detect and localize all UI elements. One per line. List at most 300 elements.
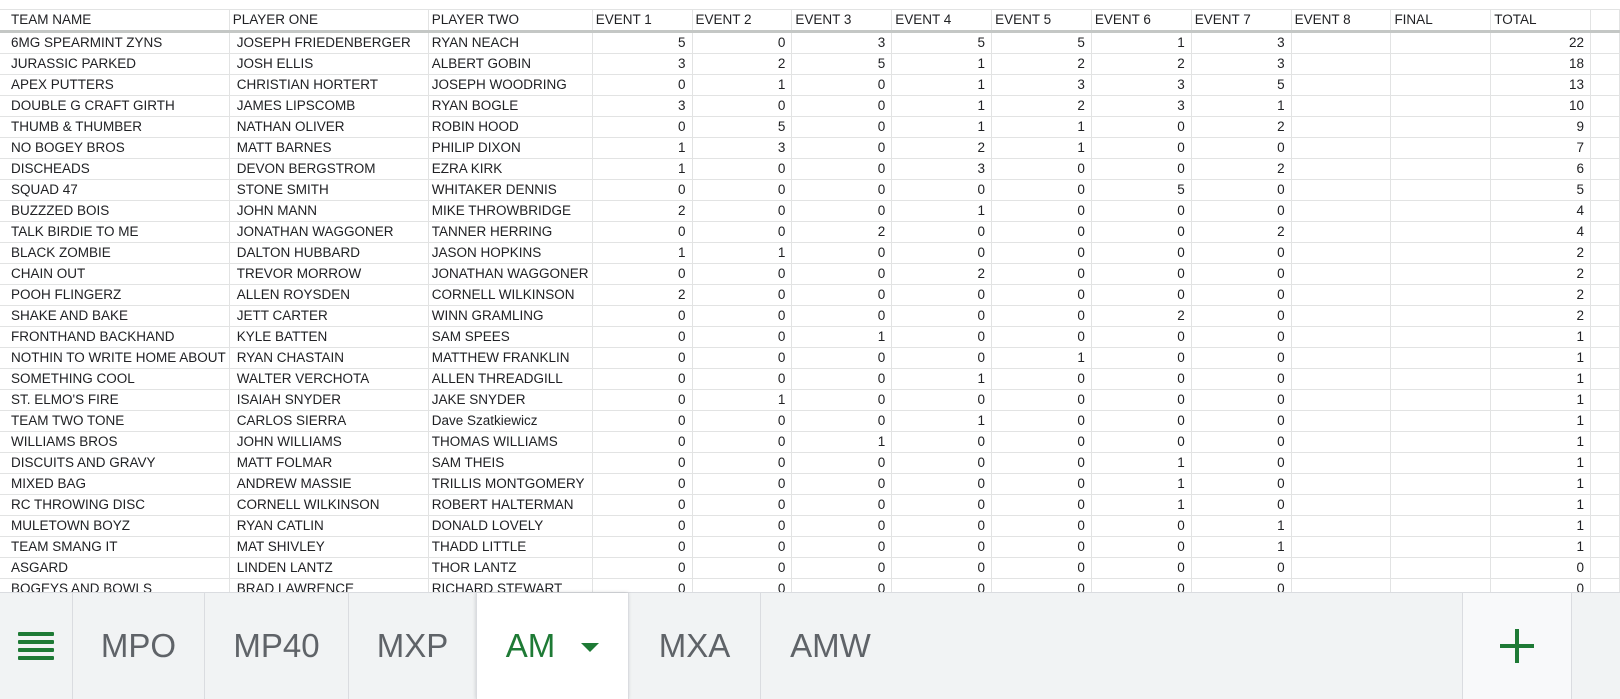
table-cell[interactable]: 4 bbox=[1491, 222, 1591, 243]
table-cell[interactable]: JONATHAN WAGGONER bbox=[428, 264, 592, 285]
table-cell[interactable]: JETT CARTER bbox=[229, 306, 428, 327]
table-cell[interactable]: 0 bbox=[992, 495, 1092, 516]
table-cell[interactable]: 0 bbox=[1091, 516, 1191, 537]
table-cell[interactable] bbox=[1590, 411, 1619, 432]
table-cell[interactable]: ALLEN THREADGILL bbox=[428, 369, 592, 390]
table-cell[interactable] bbox=[1391, 285, 1491, 306]
table-cell[interactable]: 1 bbox=[592, 243, 692, 264]
table-cell[interactable]: 0 bbox=[592, 117, 692, 138]
table-cell[interactable]: 2 bbox=[1491, 243, 1591, 264]
column-header-event-8[interactable]: EVENT 8 bbox=[1291, 9, 1391, 32]
table-cell[interactable]: 0 bbox=[792, 369, 892, 390]
table-cell[interactable]: 0 bbox=[692, 180, 792, 201]
table-cell[interactable]: DOUBLE G CRAFT GIRTH bbox=[0, 96, 229, 117]
table-cell[interactable]: 0 bbox=[792, 201, 892, 222]
column-header-player-two[interactable]: PLAYER TWO bbox=[428, 9, 592, 32]
table-cell[interactable] bbox=[1590, 180, 1619, 201]
table-cell[interactable]: 1 bbox=[1491, 495, 1591, 516]
table-cell[interactable] bbox=[1391, 222, 1491, 243]
table-cell[interactable]: SAM THEIS bbox=[428, 453, 592, 474]
table-cell[interactable]: 0 bbox=[1191, 348, 1291, 369]
table-cell[interactable]: TANNER HERRING bbox=[428, 222, 592, 243]
table-cell[interactable]: 1 bbox=[892, 96, 992, 117]
table-cell[interactable]: ST. ELMO'S FIRE bbox=[0, 390, 229, 411]
column-header-total[interactable]: TOTAL bbox=[1491, 9, 1591, 32]
table-cell[interactable] bbox=[1590, 75, 1619, 96]
table-cell[interactable]: 0 bbox=[992, 285, 1092, 306]
table-cell[interactable]: 0 bbox=[1091, 432, 1191, 453]
table-cell[interactable]: 0 bbox=[1091, 537, 1191, 558]
table-cell[interactable] bbox=[1291, 285, 1391, 306]
table-cell[interactable]: MAT SHIVLEY bbox=[229, 537, 428, 558]
column-header-event-2[interactable]: EVENT 2 bbox=[692, 9, 792, 32]
table-cell[interactable] bbox=[1291, 75, 1391, 96]
table-cell[interactable]: JAKE SNYDER bbox=[428, 390, 592, 411]
table-cell[interactable]: MIKE THROWBRIDGE bbox=[428, 201, 592, 222]
table-cell[interactable]: 2 bbox=[1491, 285, 1591, 306]
table-cell[interactable] bbox=[1291, 96, 1391, 117]
table-cell[interactable]: 1 bbox=[892, 411, 992, 432]
table-cell[interactable]: 0 bbox=[1191, 138, 1291, 159]
table-cell[interactable] bbox=[1590, 32, 1619, 54]
table-cell[interactable]: 0 bbox=[892, 306, 992, 327]
table-cell[interactable] bbox=[1291, 474, 1391, 495]
table-cell[interactable]: 0 bbox=[592, 537, 692, 558]
table-cell[interactable]: 0 bbox=[592, 390, 692, 411]
table-cell[interactable]: 2 bbox=[892, 264, 992, 285]
table-cell[interactable]: CHAIN OUT bbox=[0, 264, 229, 285]
table-cell[interactable]: 0 bbox=[892, 390, 992, 411]
table-cell[interactable]: 1 bbox=[1491, 537, 1591, 558]
table-cell[interactable] bbox=[1291, 411, 1391, 432]
column-header-empty[interactable] bbox=[1590, 9, 1619, 32]
table-cell[interactable]: MATT BARNES bbox=[229, 138, 428, 159]
column-header-event-5[interactable]: EVENT 5 bbox=[992, 9, 1092, 32]
table-cell[interactable]: 3 bbox=[1091, 96, 1191, 117]
table-cell[interactable]: WILLIAMS BROS bbox=[0, 432, 229, 453]
table-cell[interactable]: 0 bbox=[1191, 390, 1291, 411]
table-cell[interactable]: DONALD LOVELY bbox=[428, 516, 592, 537]
table-cell[interactable]: 0 bbox=[992, 243, 1092, 264]
table-cell[interactable]: 22 bbox=[1491, 32, 1591, 54]
table-cell[interactable]: 0 bbox=[592, 453, 692, 474]
table-cell[interactable]: 0 bbox=[592, 180, 692, 201]
table-cell[interactable] bbox=[1590, 306, 1619, 327]
table-cell[interactable]: TRILLIS MONTGOMERY bbox=[428, 474, 592, 495]
table-cell[interactable]: 1 bbox=[1491, 348, 1591, 369]
table-cell[interactable] bbox=[1391, 453, 1491, 474]
table-cell[interactable]: 0 bbox=[1091, 348, 1191, 369]
table-cell[interactable] bbox=[1291, 495, 1391, 516]
table-cell[interactable]: EZRA KIRK bbox=[428, 159, 592, 180]
table-cell[interactable] bbox=[1391, 537, 1491, 558]
table-cell[interactable]: POOH FLINGERZ bbox=[0, 285, 229, 306]
table-cell[interactable]: THUMB & THUMBER bbox=[0, 117, 229, 138]
table-cell[interactable]: 1 bbox=[892, 54, 992, 75]
table-cell[interactable]: 0 bbox=[792, 390, 892, 411]
table-cell[interactable]: APEX PUTTERS bbox=[0, 75, 229, 96]
table-cell[interactable]: BOGEYS AND BOWLS bbox=[0, 579, 229, 593]
table-cell[interactable]: 1 bbox=[892, 369, 992, 390]
table-cell[interactable]: 0 bbox=[992, 201, 1092, 222]
table-cell[interactable]: 9 bbox=[1491, 117, 1591, 138]
table-cell[interactable] bbox=[1391, 117, 1491, 138]
table-cell[interactable]: 0 bbox=[792, 411, 892, 432]
table-cell[interactable]: 0 bbox=[692, 96, 792, 117]
table-cell[interactable]: LINDEN LANTZ bbox=[229, 558, 428, 579]
table-cell[interactable]: 2 bbox=[1491, 306, 1591, 327]
table-cell[interactable]: 0 bbox=[792, 285, 892, 306]
table-cell[interactable]: 1 bbox=[892, 117, 992, 138]
column-header-event-4[interactable]: EVENT 4 bbox=[892, 9, 992, 32]
table-cell[interactable]: 0 bbox=[1091, 243, 1191, 264]
table-cell[interactable] bbox=[1291, 306, 1391, 327]
table-cell[interactable]: 3 bbox=[592, 96, 692, 117]
table-cell[interactable]: 1 bbox=[1491, 516, 1591, 537]
table-cell[interactable]: 0 bbox=[1091, 327, 1191, 348]
table-cell[interactable]: 0 bbox=[792, 159, 892, 180]
tab-mxp[interactable] bbox=[348, 593, 476, 699]
table-cell[interactable]: 0 bbox=[792, 495, 892, 516]
table-cell[interactable]: 1 bbox=[592, 159, 692, 180]
table-cell[interactable]: 0 bbox=[592, 222, 692, 243]
table-cell[interactable]: JOHN WILLIAMS bbox=[229, 432, 428, 453]
table-cell[interactable]: 5 bbox=[892, 32, 992, 54]
table-cell[interactable]: 1 bbox=[692, 75, 792, 96]
table-cell[interactable] bbox=[1590, 243, 1619, 264]
table-cell[interactable]: 5 bbox=[1091, 180, 1191, 201]
table-cell[interactable]: 0 bbox=[692, 285, 792, 306]
table-cell[interactable]: 0 bbox=[592, 327, 692, 348]
table-cell[interactable]: 0 bbox=[892, 285, 992, 306]
table-cell[interactable]: 0 bbox=[1091, 138, 1191, 159]
table-cell[interactable]: FRONTHAND BACKHAND bbox=[0, 327, 229, 348]
table-cell[interactable] bbox=[1291, 159, 1391, 180]
table-cell[interactable] bbox=[1291, 390, 1391, 411]
table-cell[interactable]: 2 bbox=[992, 54, 1092, 75]
table-cell[interactable]: CARLOS SIERRA bbox=[229, 411, 428, 432]
table-cell[interactable]: 0 bbox=[892, 579, 992, 593]
table-cell[interactable] bbox=[1391, 243, 1491, 264]
table-cell[interactable]: 2 bbox=[792, 222, 892, 243]
table-cell[interactable]: 0 bbox=[592, 75, 692, 96]
table-cell[interactable]: TREVOR MORROW bbox=[229, 264, 428, 285]
table-cell[interactable]: 2 bbox=[1191, 117, 1291, 138]
table-cell[interactable]: 0 bbox=[1191, 285, 1291, 306]
table-cell[interactable]: 1 bbox=[1491, 390, 1591, 411]
table-cell[interactable] bbox=[1391, 432, 1491, 453]
table-cell[interactable]: 0 bbox=[592, 474, 692, 495]
table-cell[interactable]: SOMETHING COOL bbox=[0, 369, 229, 390]
table-cell[interactable]: RYAN CATLIN bbox=[229, 516, 428, 537]
table-cell[interactable]: 3 bbox=[592, 54, 692, 75]
table-cell[interactable]: 0 bbox=[692, 432, 792, 453]
all-sheets-button[interactable] bbox=[0, 593, 72, 699]
table-cell[interactable]: 1 bbox=[692, 390, 792, 411]
table-cell[interactable]: RYAN CHASTAIN bbox=[229, 348, 428, 369]
table-cell[interactable]: 0 bbox=[592, 348, 692, 369]
table-cell[interactable]: 0 bbox=[1191, 411, 1291, 432]
table-cell[interactable]: 0 bbox=[592, 516, 692, 537]
table-cell[interactable] bbox=[1590, 96, 1619, 117]
table-cell[interactable]: TEAM SMANG IT bbox=[0, 537, 229, 558]
table-cell[interactable]: 1 bbox=[592, 138, 692, 159]
table-cell[interactable] bbox=[1291, 516, 1391, 537]
table-cell[interactable]: 0 bbox=[592, 579, 692, 593]
table-cell[interactable]: 0 bbox=[592, 369, 692, 390]
table-cell[interactable]: 0 bbox=[992, 327, 1092, 348]
table-cell[interactable]: 0 bbox=[792, 96, 892, 117]
table-cell[interactable]: 2 bbox=[1491, 264, 1591, 285]
table-cell[interactable] bbox=[1391, 474, 1491, 495]
table-cell[interactable]: 2 bbox=[692, 54, 792, 75]
table-cell[interactable]: 0 bbox=[992, 411, 1092, 432]
table-cell[interactable] bbox=[1291, 180, 1391, 201]
table-cell[interactable] bbox=[1590, 369, 1619, 390]
table-cell[interactable]: 1 bbox=[792, 327, 892, 348]
table-cell[interactable]: 0 bbox=[592, 495, 692, 516]
table-cell[interactable]: 0 bbox=[592, 306, 692, 327]
table-cell[interactable]: 1 bbox=[1091, 474, 1191, 495]
table-cell[interactable] bbox=[1291, 432, 1391, 453]
table-cell[interactable]: 1 bbox=[1191, 537, 1291, 558]
table-cell[interactable]: ROBIN HOOD bbox=[428, 117, 592, 138]
table-cell[interactable]: RC THROWING DISC bbox=[0, 495, 229, 516]
table-cell[interactable] bbox=[1291, 54, 1391, 75]
table-cell[interactable]: MATTHEW FRANKLIN bbox=[428, 348, 592, 369]
table-cell[interactable]: MIXED BAG bbox=[0, 474, 229, 495]
table-cell[interactable]: DEVON BERGSTROM bbox=[229, 159, 428, 180]
table-cell[interactable]: 0 bbox=[792, 558, 892, 579]
table-cell[interactable] bbox=[1590, 432, 1619, 453]
table-cell[interactable]: CHRISTIAN HORTERT bbox=[229, 75, 428, 96]
table-cell[interactable]: 0 bbox=[792, 75, 892, 96]
table-cell[interactable]: 1 bbox=[1091, 495, 1191, 516]
table-cell[interactable]: 10 bbox=[1491, 96, 1591, 117]
table-cell[interactable] bbox=[1590, 201, 1619, 222]
table-cell[interactable] bbox=[1590, 348, 1619, 369]
table-cell[interactable]: 0 bbox=[592, 264, 692, 285]
table-cell[interactable]: 2 bbox=[892, 138, 992, 159]
table-cell[interactable]: 0 bbox=[692, 537, 792, 558]
table-cell[interactable]: 6MG SPEARMINT ZYNS bbox=[0, 32, 229, 54]
table-cell[interactable] bbox=[1590, 285, 1619, 306]
table-cell[interactable]: 0 bbox=[792, 348, 892, 369]
table-cell[interactable]: JOSEPH FRIEDENBERGER bbox=[229, 32, 428, 54]
table-cell[interactable]: 1 bbox=[1091, 453, 1191, 474]
table-cell[interactable]: 0 bbox=[792, 306, 892, 327]
table-cell[interactable]: 3 bbox=[1191, 54, 1291, 75]
table-cell[interactable]: DALTON HUBBARD bbox=[229, 243, 428, 264]
table-cell[interactable]: NATHAN OLIVER bbox=[229, 117, 428, 138]
table-cell[interactable]: 0 bbox=[892, 453, 992, 474]
table-cell[interactable] bbox=[1391, 411, 1491, 432]
table-cell[interactable]: WALTER VERCHOTA bbox=[229, 369, 428, 390]
table-cell[interactable]: 2 bbox=[1091, 306, 1191, 327]
table-cell[interactable]: 0 bbox=[892, 495, 992, 516]
table-cell[interactable]: 5 bbox=[692, 117, 792, 138]
table-cell[interactable]: PHILIP DIXON bbox=[428, 138, 592, 159]
table-cell[interactable] bbox=[1291, 264, 1391, 285]
table-cell[interactable]: 0 bbox=[792, 138, 892, 159]
table-cell[interactable]: 0 bbox=[992, 369, 1092, 390]
table-cell[interactable] bbox=[1590, 558, 1619, 579]
column-header-event-7[interactable]: EVENT 7 bbox=[1191, 9, 1291, 32]
table-cell[interactable]: 2 bbox=[1191, 159, 1291, 180]
table-cell[interactable]: NO BOGEY BROS bbox=[0, 138, 229, 159]
table-cell[interactable]: Dave Szatkiewicz bbox=[428, 411, 592, 432]
table-cell[interactable]: 1 bbox=[992, 138, 1092, 159]
table-cell[interactable]: 1 bbox=[1491, 432, 1591, 453]
table-cell[interactable]: 5 bbox=[592, 32, 692, 54]
table-cell[interactable] bbox=[1291, 222, 1391, 243]
table-cell[interactable] bbox=[1291, 453, 1391, 474]
table-cell[interactable] bbox=[1590, 264, 1619, 285]
table-cell[interactable]: KYLE BATTEN bbox=[229, 327, 428, 348]
table-cell[interactable]: 0 bbox=[892, 474, 992, 495]
tab-mp40[interactable] bbox=[204, 593, 348, 699]
table-cell[interactable]: THOR LANTZ bbox=[428, 558, 592, 579]
table-cell[interactable] bbox=[1291, 32, 1391, 54]
table-cell[interactable]: 0 bbox=[692, 159, 792, 180]
table-cell[interactable]: CORNELL WILKINSON bbox=[428, 285, 592, 306]
table-cell[interactable]: 5 bbox=[1491, 180, 1591, 201]
table-cell[interactable]: 3 bbox=[1191, 32, 1291, 54]
table-cell[interactable]: 0 bbox=[992, 390, 1092, 411]
table-cell[interactable] bbox=[1590, 117, 1619, 138]
table-cell[interactable]: 0 bbox=[1091, 411, 1191, 432]
table-cell[interactable]: 0 bbox=[992, 453, 1092, 474]
table-cell[interactable]: 0 bbox=[692, 495, 792, 516]
table-cell[interactable]: ANDREW MASSIE bbox=[229, 474, 428, 495]
table-cell[interactable] bbox=[1391, 75, 1491, 96]
table-cell[interactable]: 0 bbox=[792, 264, 892, 285]
table-cell[interactable]: 0 bbox=[992, 558, 1092, 579]
table-cell[interactable]: 0 bbox=[692, 369, 792, 390]
table-cell[interactable] bbox=[1391, 54, 1491, 75]
table-cell[interactable]: 0 bbox=[1191, 201, 1291, 222]
table-cell[interactable] bbox=[1391, 348, 1491, 369]
column-header-final[interactable]: FINAL bbox=[1391, 9, 1491, 32]
table-cell[interactable]: 0 bbox=[692, 327, 792, 348]
table-cell[interactable]: 0 bbox=[692, 579, 792, 593]
table-cell[interactable]: 0 bbox=[1091, 369, 1191, 390]
table-cell[interactable]: 2 bbox=[992, 96, 1092, 117]
table-cell[interactable]: 0 bbox=[992, 159, 1092, 180]
table-cell[interactable]: ROBERT HALTERMAN bbox=[428, 495, 592, 516]
table-cell[interactable] bbox=[1590, 453, 1619, 474]
table-cell[interactable]: JOHN MANN bbox=[229, 201, 428, 222]
table-cell[interactable]: 2 bbox=[592, 201, 692, 222]
table-cell[interactable]: 4 bbox=[1491, 201, 1591, 222]
table-cell[interactable]: 0 bbox=[692, 453, 792, 474]
table-cell[interactable] bbox=[1590, 159, 1619, 180]
table-cell[interactable]: 0 bbox=[1091, 201, 1191, 222]
table-cell[interactable]: 0 bbox=[892, 537, 992, 558]
table-cell[interactable]: 2 bbox=[1091, 54, 1191, 75]
table-cell[interactable]: 0 bbox=[892, 243, 992, 264]
table-cell[interactable]: 18 bbox=[1491, 54, 1591, 75]
table-cell[interactable]: NOTHIN TO WRITE HOME ABOUT bbox=[0, 348, 229, 369]
table-cell[interactable]: 0 bbox=[692, 474, 792, 495]
table-cell[interactable]: 7 bbox=[1491, 138, 1591, 159]
table-cell[interactable]: 3 bbox=[992, 75, 1092, 96]
tab-amw[interactable] bbox=[760, 593, 900, 699]
table-cell[interactable] bbox=[1391, 96, 1491, 117]
table-cell[interactable]: DISCHEADS bbox=[0, 159, 229, 180]
table-cell[interactable]: 1 bbox=[892, 75, 992, 96]
table-cell[interactable]: 0 bbox=[1191, 453, 1291, 474]
table-cell[interactable] bbox=[1590, 474, 1619, 495]
table-cell[interactable]: 0 bbox=[1091, 558, 1191, 579]
table-cell[interactable]: 0 bbox=[592, 411, 692, 432]
table-cell[interactable]: 0 bbox=[1191, 243, 1291, 264]
table-cell[interactable]: 0 bbox=[1491, 579, 1591, 593]
table-cell[interactable]: BRAD LAWRENCE bbox=[229, 579, 428, 593]
table-cell[interactable]: JAMES LIPSCOMB bbox=[229, 96, 428, 117]
table-cell[interactable] bbox=[1590, 327, 1619, 348]
table-cell[interactable] bbox=[1391, 327, 1491, 348]
table-cell[interactable]: 0 bbox=[1091, 285, 1191, 306]
table-cell[interactable]: 0 bbox=[792, 243, 892, 264]
table-cell[interactable]: 0 bbox=[692, 516, 792, 537]
table-cell[interactable] bbox=[1291, 117, 1391, 138]
table-cell[interactable]: 0 bbox=[1491, 558, 1591, 579]
table-cell[interactable]: THOMAS WILLIAMS bbox=[428, 432, 592, 453]
table-cell[interactable] bbox=[1590, 54, 1619, 75]
table-cell[interactable]: 0 bbox=[1091, 222, 1191, 243]
table-cell[interactable]: ALLEN ROYSDEN bbox=[229, 285, 428, 306]
table-cell[interactable]: 0 bbox=[692, 348, 792, 369]
table-cell[interactable] bbox=[1391, 138, 1491, 159]
table-cell[interactable] bbox=[1590, 390, 1619, 411]
table-cell[interactable]: 1 bbox=[692, 243, 792, 264]
table-cell[interactable]: 0 bbox=[1091, 579, 1191, 593]
table-cell[interactable]: 0 bbox=[1191, 474, 1291, 495]
table-cell[interactable]: 0 bbox=[1091, 264, 1191, 285]
tab-am[interactable] bbox=[476, 593, 628, 699]
table-cell[interactable]: 0 bbox=[1191, 264, 1291, 285]
table-cell[interactable]: SQUAD 47 bbox=[0, 180, 229, 201]
table-cell[interactable]: 0 bbox=[692, 306, 792, 327]
table-cell[interactable] bbox=[1391, 579, 1491, 593]
table-cell[interactable]: 0 bbox=[1191, 432, 1291, 453]
table-cell[interactable]: 0 bbox=[592, 558, 692, 579]
table-cell[interactable]: BUZZZED BOIS bbox=[0, 201, 229, 222]
table-cell[interactable]: 0 bbox=[1091, 117, 1191, 138]
table-cell[interactable]: RYAN BOGLE bbox=[428, 96, 592, 117]
table-cell[interactable]: 1 bbox=[1491, 411, 1591, 432]
table-cell[interactable]: DISCUITS AND GRAVY bbox=[0, 453, 229, 474]
table-cell[interactable]: 0 bbox=[1191, 327, 1291, 348]
caret-down-icon[interactable] bbox=[581, 643, 599, 652]
table-cell[interactable] bbox=[1291, 537, 1391, 558]
table-cell[interactable] bbox=[1291, 243, 1391, 264]
table-cell[interactable]: 3 bbox=[1091, 75, 1191, 96]
table-cell[interactable]: JONATHAN WAGGONER bbox=[229, 222, 428, 243]
table-cell[interactable]: 0 bbox=[692, 558, 792, 579]
table-cell[interactable]: WHITAKER DENNIS bbox=[428, 180, 592, 201]
table-cell[interactable]: 1 bbox=[992, 117, 1092, 138]
table-cell[interactable] bbox=[1590, 579, 1619, 593]
table-cell[interactable]: 1 bbox=[992, 348, 1092, 369]
table-cell[interactable]: 1 bbox=[792, 432, 892, 453]
table-cell[interactable]: 1 bbox=[1491, 327, 1591, 348]
table-cell[interactable]: 0 bbox=[1191, 369, 1291, 390]
table-cell[interactable]: 1 bbox=[1491, 453, 1591, 474]
table-cell[interactable]: 3 bbox=[792, 32, 892, 54]
table-cell[interactable]: 1 bbox=[1491, 369, 1591, 390]
